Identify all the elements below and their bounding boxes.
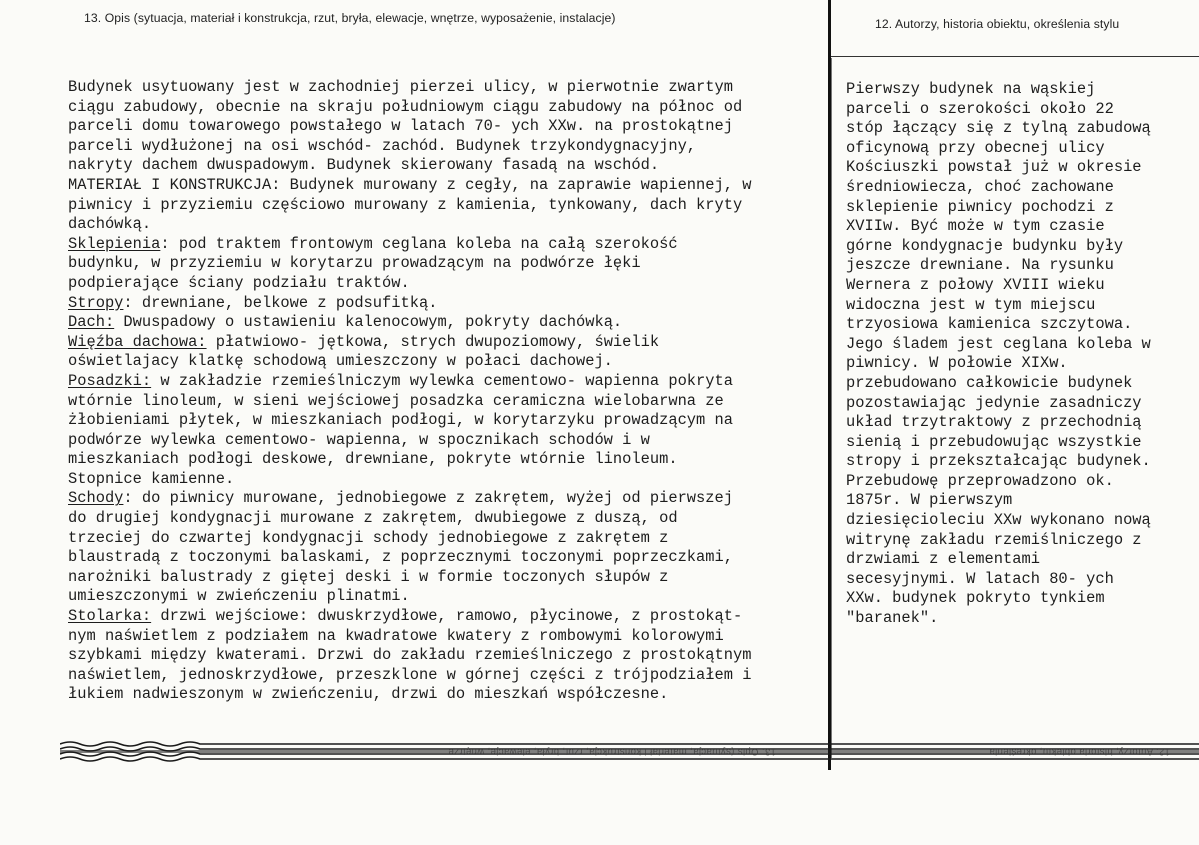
history-line: Przebudowę przeprowadzono ok.: [846, 471, 1114, 490]
description-line: [68, 98, 828, 118]
line-text: : pod traktem frontowym ceglana koleba na całą szerokość: [160, 234, 678, 253]
description-line: [68, 137, 828, 157]
history-line: sklepienie piwnicy pochodzi z: [846, 197, 1114, 216]
line-text: podwórze wylewka cementowo- wapienna, w spocznikach schodów i w: [68, 430, 650, 449]
line-text: ciągu zabudowy, obecnie na skraju południowym ciągu zabudowy na północ od: [68, 97, 743, 116]
section-keyword: Stolarka:: [68, 607, 152, 626]
history-line: sienią i przebudowując wszystkie: [846, 432, 1142, 451]
line-text: wtórnie linoleum, w sieni wejściowej posadzka ceramiczna wielobarwna ze: [68, 391, 724, 410]
line-text: naświetlem, jednoskrzydłowe, przeszklone w górnej części z trójpodziałem i: [68, 665, 752, 684]
history-line: jeszcze drewniane. Na rysunku: [846, 256, 1114, 275]
history-text-block: [846, 80, 1198, 629]
line-text: piwnicy i przyziemiu częściowo murowany z kamienia, tynkowany, dach kryty: [68, 195, 743, 214]
line-text: : do piwnicy murowane, jednobiegowe z zakrętem, wyżej od pierwszej: [123, 489, 733, 508]
line-text: oświetlajacy klatkę schodową umieszczony w połaci dachowej.: [68, 352, 613, 371]
line-text: w zakładzie rzemieślniczym wylewka cementowo- wapienna pokryta: [151, 371, 733, 390]
line-text: nakryty dachem dwuspadowym. Budynek skierowany fasadą na wschód.: [68, 156, 660, 175]
history-line: Jego śladem jest ceglana koleba w: [846, 334, 1151, 353]
line-text: trzeciej do czwartej kondygnacji schody jednobiegowe z zakrętem z: [68, 528, 669, 547]
description-line: [68, 489, 828, 509]
description-line: [68, 294, 828, 314]
line-text: Stopnice kamienne.: [68, 469, 235, 488]
section-keyword: Posadzki:: [68, 371, 152, 390]
history-line: secesyjnymi. W latach 80- ych: [846, 569, 1114, 588]
description-line: [68, 333, 828, 353]
description-line: [68, 196, 828, 216]
description-line: [68, 117, 828, 137]
description-text-block: [68, 78, 828, 705]
description-line: [68, 78, 828, 98]
history-line: górne kondygnacje budynku były: [846, 236, 1124, 255]
history-line: Kościuszki powstał już w okresie: [846, 158, 1142, 177]
description-line: [68, 235, 828, 255]
description-line: [68, 529, 828, 549]
description-line: [68, 411, 828, 431]
column-divider-inner: [831, 58, 832, 758]
section-keyword: Więźba dachowa:: [68, 332, 207, 351]
line-text: do drugiej kondygnacji murowane z zakrętem, dwubiegowe z duszą, od: [68, 509, 678, 528]
description-line: [68, 509, 828, 529]
description-line: [68, 176, 828, 196]
line-text: żłobieniami płytek, w mieszkaniach podłogi, w korytarzyku prowadzącym na: [68, 411, 733, 430]
line-text: parceli wydłużonej na osi wschód- zachód. Budynek trzykondygnacyjny,: [68, 136, 697, 155]
description-line: [68, 274, 828, 294]
history-line: parceli o szerokości około 22: [846, 99, 1114, 118]
history-section-heading: 12. Autorzy, historia obiektu, określenia stylu: [875, 17, 1120, 31]
footer-mirrored-heading-left: 13. Opis (sytuacja, materiał i konstrukcja, rzut, bryła, elewacje, wnętrze: [448, 746, 776, 757]
description-line: [68, 313, 828, 333]
history-line: trzyosiowa kamienica szczytowa.: [846, 315, 1133, 334]
section-keyword: Dach:: [68, 313, 115, 332]
line-text: dachówką.: [68, 215, 152, 234]
line-text: łukiem nadwieszonym w zwieńczeniu, drzwi do mieszkań współczesne.: [68, 685, 669, 704]
description-line: [68, 666, 828, 686]
line-text: mieszkaniach podłogi deskowe, drewniane, pokryte wtórnie linoleum.: [68, 450, 678, 469]
history-line: średniowiecza, choć zachowane: [846, 177, 1114, 196]
line-text: : drewniane, belkowe z podsufitką.: [123, 293, 438, 312]
line-text: Budynek usytuowany jest w zachodniej pierzei ulicy, w pierwotnie zwartym: [68, 78, 733, 96]
line-text: płatwiowo- jętkowa, strych dwupoziomowy, świelik: [206, 332, 660, 351]
history-line: stropy i przekształcając budynek.: [846, 452, 1151, 471]
history-line: witrynę zakładu rzemiślniczego z: [846, 530, 1142, 549]
description-line: [68, 352, 828, 372]
history-line: XXw. budynek pokryto tynkiem: [846, 589, 1105, 608]
history-line: Pierwszy budynek na wąskiej: [846, 80, 1096, 98]
description-section-heading: 13. Opis (sytuacja, materiał i konstrukcja, rzut, bryła, elewacje, wnętrze, wyposażenie, instalacje): [84, 11, 616, 25]
description-line: [68, 450, 828, 470]
history-line: widoczna jest w tym miejscu: [846, 295, 1096, 314]
history-line: oficynową przy obecnej ulicy: [846, 138, 1105, 157]
description-line: [68, 470, 828, 490]
description-line: [68, 254, 828, 274]
history-line: "baranek".: [846, 609, 939, 628]
line-text: szybkami między kwaterami. Drzwi do zakładu rzemieślniczego z prostokątnym: [68, 646, 752, 665]
history-line: stóp łączący się z tylną zabudową: [846, 119, 1151, 138]
history-line: Wernera z połowy XVIII wieku: [846, 275, 1105, 294]
line-text: MATERIAŁ I KONSTRUKCJA: Budynek murowany z cegły, na zaprawie wapiennej, w: [68, 175, 752, 194]
section-keyword: Stropy: [68, 293, 124, 312]
line-text: blaustradą z toczonymi balaskami, z poprzecznymi toczonymi poprzeczkami,: [68, 548, 733, 567]
description-line: [68, 372, 828, 392]
description-line: [68, 392, 828, 412]
description-line: [68, 627, 828, 647]
description-line: [68, 431, 828, 451]
section-keyword: Schody: [68, 489, 124, 508]
history-line: XVIIw. Być może w tym czasie: [846, 217, 1105, 236]
history-line: drzwiami z elementami: [846, 550, 1040, 569]
history-line: układ trzytraktowy z przechodnią: [846, 413, 1142, 432]
description-line: [68, 568, 828, 588]
line-text: nym naświetlem z podziałem na kwadratowe kwatery z rombowymi kolorowymi: [68, 626, 724, 645]
line-text: podpierające ściany podziału traktów.: [68, 273, 410, 292]
description-line: [68, 646, 828, 666]
footer-mirrored-heading-right: 12. Autorzy, historia obiektu, określenia: [989, 746, 1170, 757]
description-line: [68, 156, 828, 176]
header-rule: [831, 56, 1199, 57]
description-line: [68, 587, 828, 607]
line-text: budynku, w przyziemiu w korytarzu prowadzącym na podwórze łęki: [68, 254, 641, 273]
line-text: umieszczonymi w zwieńczeniu plinatmi.: [68, 587, 410, 606]
description-line: [68, 685, 828, 705]
line-text: drzwi wejściowe: dwuskrzydłowe, ramowo, płycinowe, z prostokąt-: [151, 607, 743, 626]
history-line: pozostawiając jedynie zasadniczy: [846, 393, 1142, 412]
description-line: [68, 548, 828, 568]
description-line: [68, 215, 828, 235]
description-line: [68, 607, 828, 627]
history-line: piwnicy. W połowie XIXw.: [846, 354, 1068, 373]
history-line: dziesięcioleciu XXw wykonano nową: [846, 511, 1151, 530]
line-text: Dwuspadowy o ustawieniu kalenocowym, pokryty dachówką.: [114, 313, 623, 332]
history-line: 1875r. W pierwszym: [846, 491, 1013, 510]
line-text: parceli domu towarowego powstałego w latach 70- ych XXw. na prostokątnej: [68, 117, 733, 136]
history-line: przebudowano całkowicie budynek: [846, 373, 1133, 392]
section-keyword: Sklepienia: [68, 234, 161, 253]
line-text: narożniki balustrady z giętej deski i w formie toczonych słupów z: [68, 567, 669, 586]
